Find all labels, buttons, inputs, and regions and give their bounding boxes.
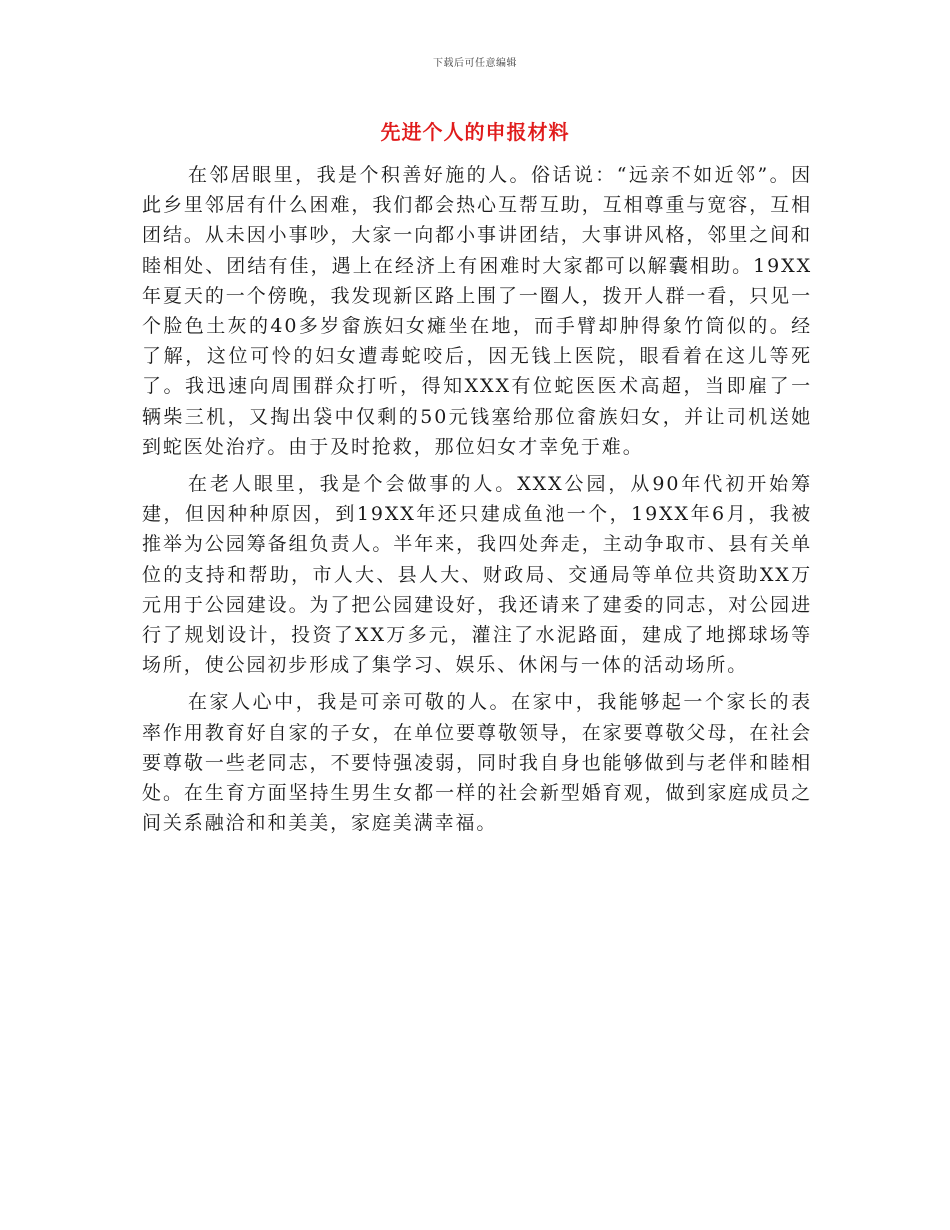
document-body <box>142 160 812 838</box>
paragraph-neighbors: 在邻居眼里，我是个积善好施的人。俗话说：“远亲不如近邻”。因此乡里邻居有什么困难，我们都会热心互帮互助，互相尊重与宽容，互相团结。从未因小事吵，大家一向都小事讲团结，大事讲风格，邻里之间和睦相处、团结有佳，遇上在经济上有困难时大家都可以解囊相助。19XX年夏天的一个傍晚，我发现新区路上围了一圈人，拨开人群一看，只见一个脸色土灰的40多岁畲族妇女瘫坐在地，而手臂却肿得象竹筒似的。经了解，这位可怜的妇女遭毒蛇咬后，因无钱上医院，眼看着在这儿等死了。我迅速向周围群众打听，得知XXX有位蛇医医术高超，当即雇了一辆柴三机，又掏出袋中仅剩的50元钱塞给那位畲族妇女，并让司机送她到蛇医处治疗。由于及时抢救，那位妇女才幸免于难。 <box>142 164 812 458</box>
header-note: 下载后可任意编辑 <box>433 58 517 69</box>
paragraph-elders: 在老人眼里，我是个会做事的人。XXX公园，从90年代初开始筹建，但因种种原因，到19XX年还只建成鱼池一个，19XX年6月，我被推举为公园筹备组负责人。半年来，我四处奔走，主动争取市、县有关单位的支持和帮助，市人大、县人大、财政局、交通局等单位共资助XX万元用于公园建设。为了把公园建设好，我还请来了建委的同志，对公园进行了规划设计，投资了XX万多元，灌注了水泥路面，建成了地掷球场等场所，使公园初步形成了集学习、娱乐、休闲与一体的活动场所。 <box>142 473 812 677</box>
document-title: 先进个人的申报材料 <box>380 120 570 144</box>
paragraph-family: 在家人心中，我是可亲可敬的人。在家中，我能够起一个家长的表率作用教育好自家的子女，在单位要尊敬领导，在家要尊敬父母，在社会要尊敬一些老同志，不要恃强凌弱，同时我自身也能够做到与老伴和睦相处。在生育方面坚持生男生女都一样的社会新型婚育观，做到家庭成员之间关系融洽和和美美，家庭美满幸福。 <box>142 691 812 835</box>
